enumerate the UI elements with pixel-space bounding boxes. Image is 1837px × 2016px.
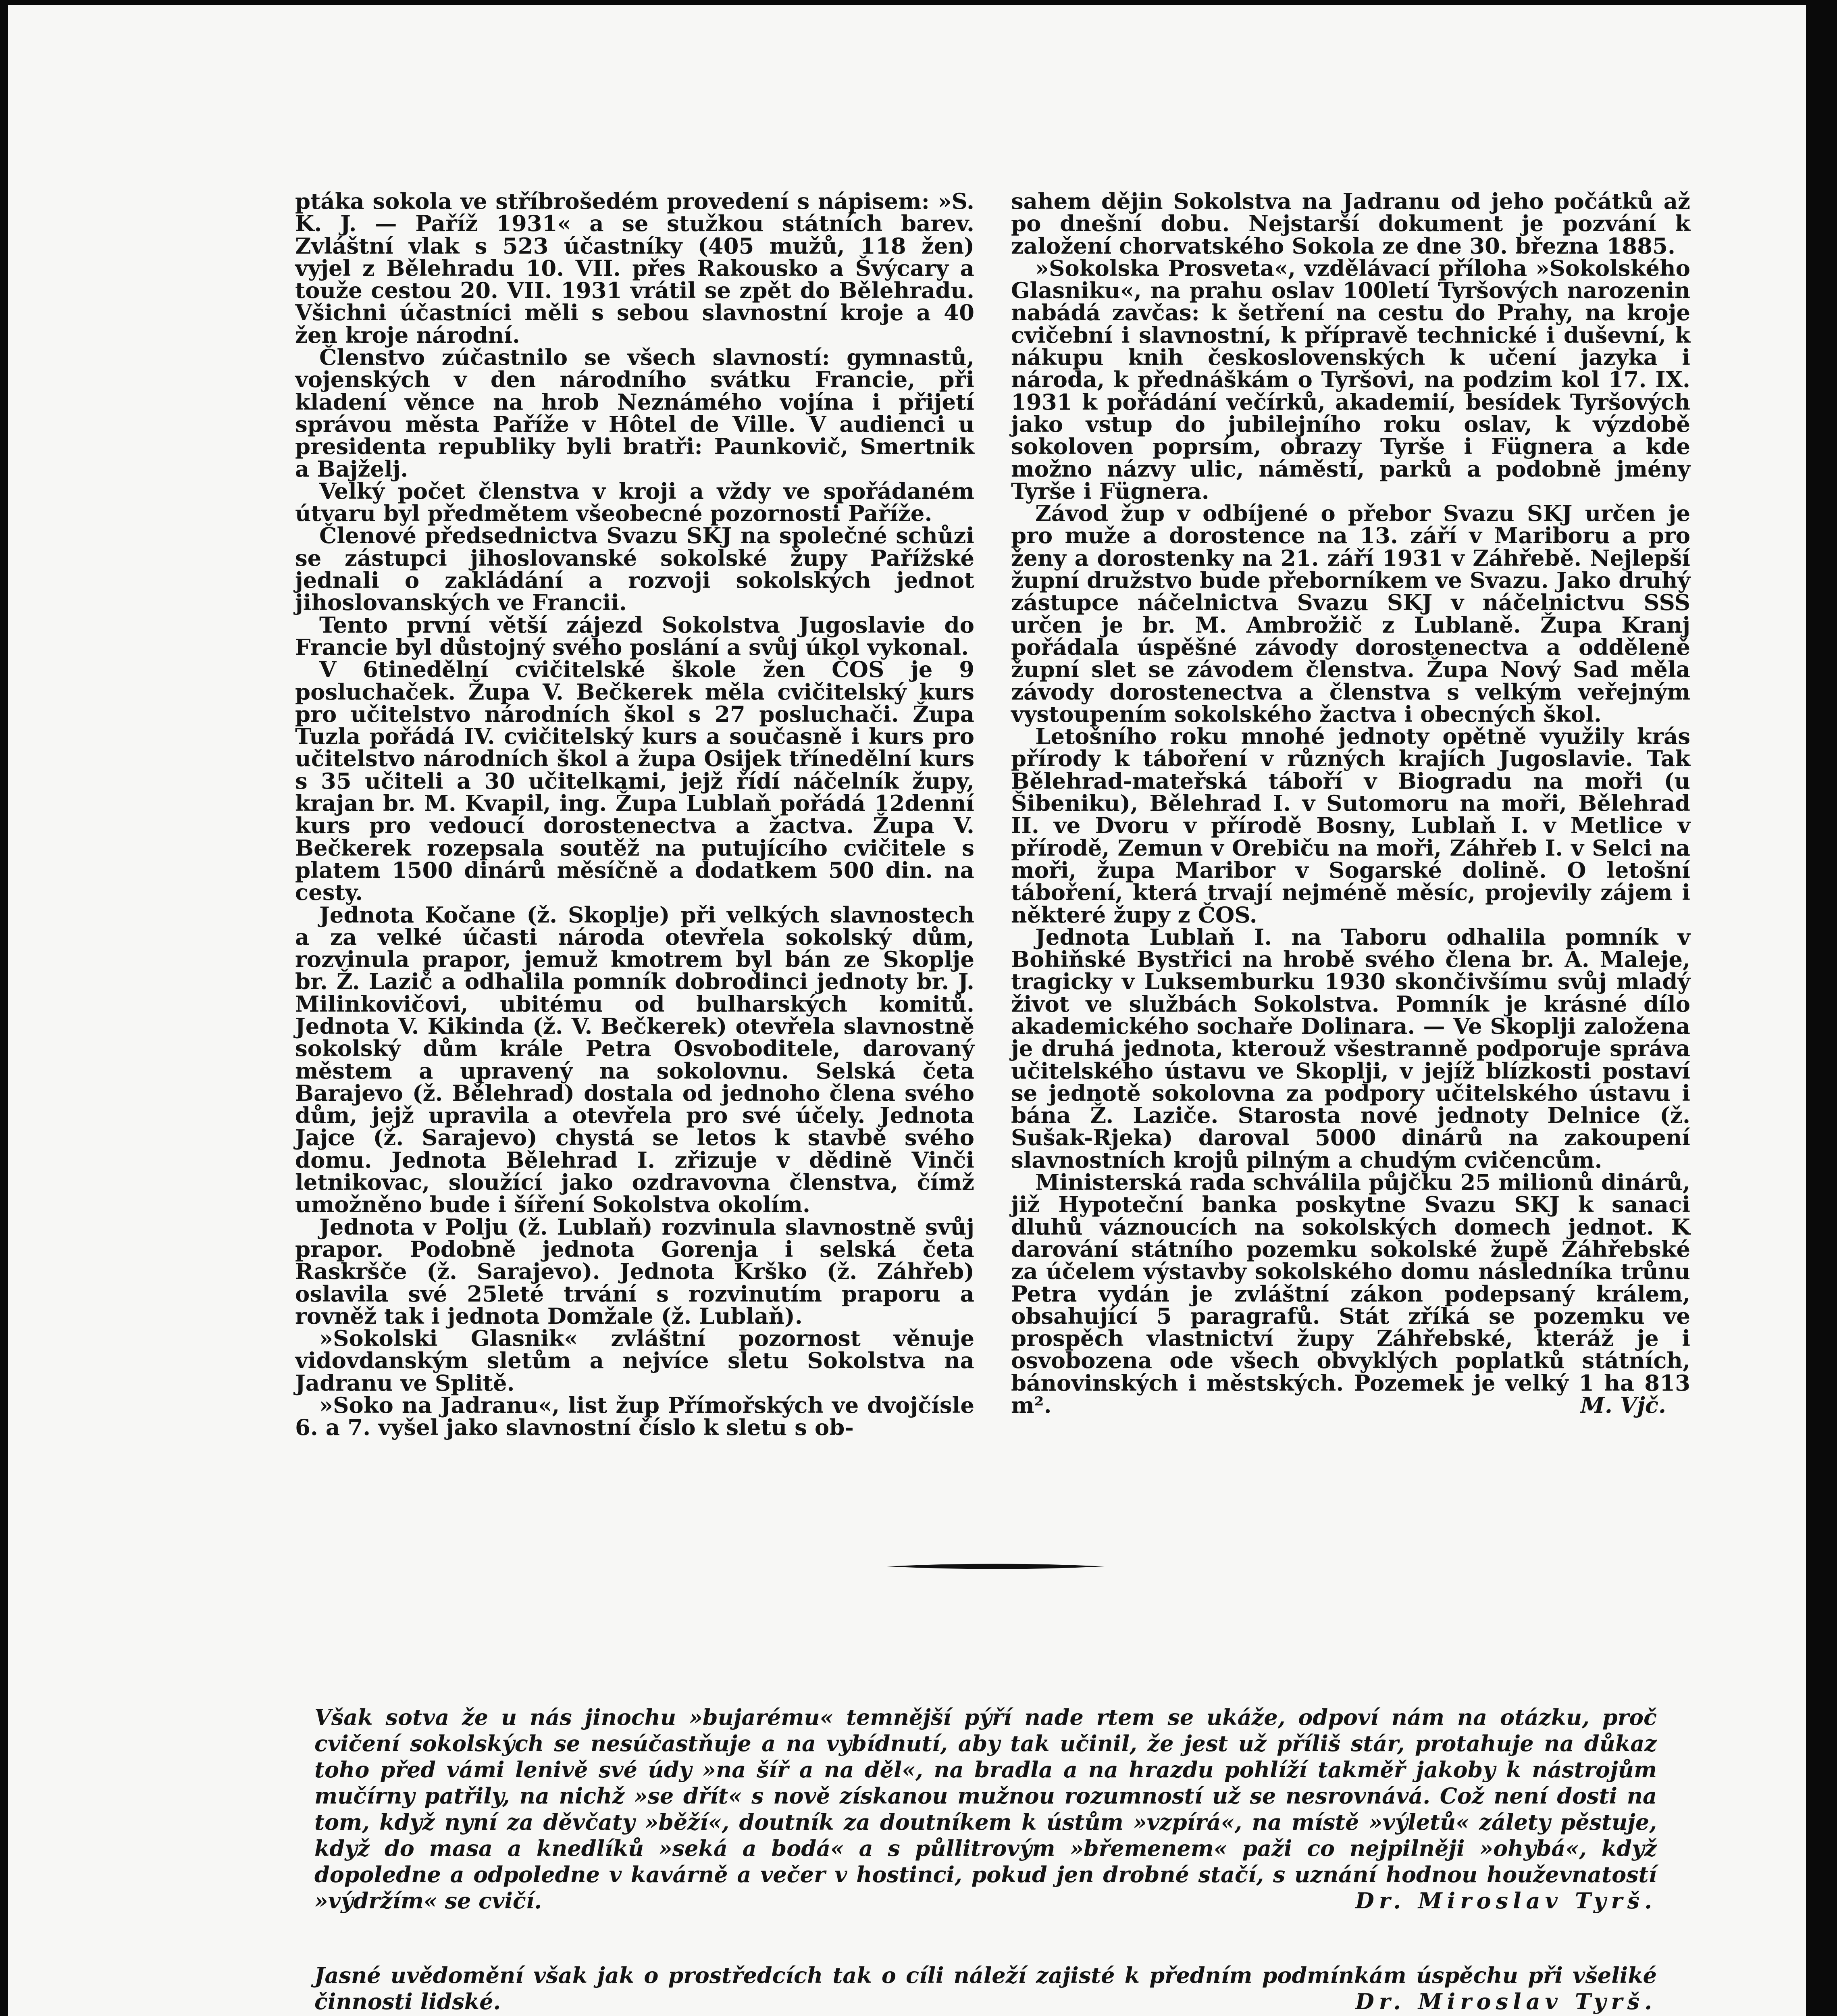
paragraph: Letošního roku mnohé jednoty opětně využily krás přírody k táboření v různých krajích Jugoslavie. Tak Bělehrad-mateřská táboří v Biogradu na moři (u Šibeniku), Bělehrad I. v Sutomoru na moři, Bělehrad II. ve Dvoru v přírodě Bosny, Lublaň I. v Metlice v přírodě, Zemun v Orebiču na moři, Záhřeb I. v Selci na moři, župa Maribor v Sogarské dolině. O letošní táboření, která trvají nejméně měsíc, projevily zájem i některé župy z ČOS. bbox=[1011, 723, 1690, 928]
paragraph: Jednota Lublaň I. na Taboru odhalila pomník v Bohiňské Bystřici na hrobě svého člena br. A. Maleje, tragicky v Luksemburku 1930 skončivšímu svůj mladý život ve službách Sokolstva. Pomník je krásné dílo akademického sochaře Dolinara. — Ve Skoplji založena je druhá jednota, kterouž všestranně podporuje správa učitelského ústavu ve Skoplji, v jejíž blízkosti postaví se jednotě sokolovna za podpory učitelského ústavu i bána Ž. Laziče. Starosta nové jednoty Delnice (ž. Sušak-Rjeka) daroval 5000 dinárů na zakoupení slavnostních krojů pilným a chudým cvičencům. bbox=[1011, 924, 1690, 1173]
paragraph: Velký počet členstva v kroji a vždy ve spořádaném útvaru byl předmětem všeobecné pozornosti Paříže. bbox=[295, 478, 974, 527]
quote-text: Však sotva že u nás jinochu »bujarému« temnější pýří nade rtem se ukáže, odpoví nám na otázku, proč cvičení sokolských se nesúčastňuje a na vybídnutí, aby tak učinil, že jest už příliš stár, protahuje na důkaz toho před vámi lenivě své údy »na šíř a na děl«, na bradla a na hrazdu pohlíží takměř jakoby k nástrojům mučírny patřily, na nichž »se dřít« s nově získanou mužnou rozumností už se nesrovnává. Což není dosti na tom, když nyní za děvčaty »běží«, doutník za doutníkem k ústům »vzpírá«, na místě »výletů« zálety pěstuje, když do masa a knedlíků »seká a bodá« a s půllitrovým »břemenem« paži co nejpilněji »ohybá«, když dopoledne a odpoledne v kavárně a večer v hostinci, pokud jen drobné stačí, s uznání hodnou houževnatostí »výdržím« se cvičí. bbox=[314, 1704, 1657, 1914]
paragraph: »Sokolska Prosveta«, vzdělávací příloha »Sokolského Glasniku«, na prahu oslav 100letí Tyršových narozenin nabádá zavčas: k šetření na cestu do Prahy, na kroje cvičební i slavnostní, k přípravě technické i duševní, k nákupu knih československých k učení jazyka i národa, k přednáškám o Tyršovi, na podzim kol 17. IX. 1931 k pořádání večírků, akademií, besídek Tyršových jako vstup do jubilejního roku oslav, k výzdobě sokoloven poprsím, obrazy Tyrše i Fügnera a kde možno názvy ulic, náměstí, parků a podobně jmény Tyrše i Fügnera. bbox=[1011, 255, 1690, 504]
paragraph: ptáka sokola ve stříbrošedém provedení s nápisem: »S. K. J. — Paříž 1931« a se stužkou státních barev. Zvláštní vlak s 523 účastníky (405 mužů, 118 žen) vyjel z Bělehradu 10. VII. přes Rakousko a Švýcary a touže cestou 20. VII. 1931 vrátil se zpět do Bělehradu. Všichni účastníci měli s sebou slavnostní kroje a 40 žen kroje národní. bbox=[295, 188, 974, 348]
tyrs-quote-1 bbox=[314, 1704, 1657, 1914]
paragraph: »Soko na Jadranu«, list žup Přímořských ve dvojčísle 6. a 7. vyšel jako slavnostní číslo k sletu s ob- bbox=[295, 1392, 974, 1441]
paragraph: Členstvo zúčastnilo se všech slavností: gymnastů, vojenských v den národního svátku Francie, při kladení věnce na hrob Neznámého vojína i přijetí správou města Paříže v Hôtel de Ville. V audienci u presidenta republiky byli bratři: Paunkovič, Smertnik a Bajželj. bbox=[295, 344, 974, 482]
paragraph: Členové předsednictva Svazu SKJ na společné schůzi se zástupci jihoslovanské sokolské župy Pařížské jednali o zakládání a rozvoji sokolských jednot jihoslovanských ve Francii. bbox=[295, 523, 974, 616]
quote-author: Dr. Miroslav Tyrš. bbox=[1355, 1888, 1657, 1914]
quote-author: Dr. Miroslav Tyrš. bbox=[1355, 1989, 1657, 2014]
paragraph: Jednota v Polju (ž. Lublaň) rozvinula slavnostně svůj prapor. Podobně jednota Gorenja i selská četa Raskršče (ž. Sarajevo). Jednota Krško (ž. Záhřeb) oslavila své 25leté trvání s rozvinutím praporu a rovněž tak i jednota Domžale (ž. Lublaň). bbox=[295, 1214, 974, 1329]
article-column-left bbox=[295, 190, 974, 1439]
document-page bbox=[8, 5, 1806, 2016]
quote-text: Jasné uvědomění však jak o prostředcích tak o cíli náleží zajisté k předním podmínkám úspěchu při všeliké činnosti lidské. bbox=[314, 1962, 1657, 2014]
paragraph: Tento první větší zájezd Sokolstva Jugoslavie do Francie byl důstojný svého poslání a svůj úkol vykonal. bbox=[295, 612, 974, 660]
paragraph: Jednota Kočane (ž. Skoplje) při velkých slavnostech a za velké účasti národa otevřela sokolský dům, rozvinula prapor, jemuž kmotrem byl bán ze Skoplje br. Ž. Lazič a odhalila pomník dobrodinci jednoty br. J. Milinkovičovi, ubitému od bulharských komitů. Jednota V. Kikinda (ž. V. Bečkerek) otevřela slavnostně sokolský dům krále Petra Osvoboditele, darovaný městem a upravený na sokolovnu. Selská četa Barajevo (ž. Bělehrad) dostala od jednoho člena svého dům, jejž upravila a otevřela pro své účely. Jednota Jajce (ž. Sarajevo) chystá se letos k stavbě svého domu. Jednota Bělehrad I. zřizuje v dědině Vinči letnikovac, sloužící jako ozdravovna členstva, čímž umožněno bude i šíření Sokolstva okolím. bbox=[295, 902, 974, 1218]
paragraph: »Sokolski Glasnik« zvláštní pozornost věnuje vidovdanským sletům a nejvíce sletu Sokolstva na Jadranu ve Splitě. bbox=[295, 1325, 974, 1396]
paragraph: M. Vjč. bbox=[1580, 1392, 1666, 1418]
section-divider bbox=[887, 1562, 1105, 1571]
article-column-right bbox=[1011, 190, 1690, 1417]
paragraph: Ministerská rada schválila půjčku 25 milionů dinárů, již Hypoteční banka poskytne Svazu SKJ k sanaci dluhů váznoucích na sokolských domech jednot. K darování státního pozemku sokolské župě Záhřebské za účelem výstavby sokolského domu následníka trůnu Petra vydán je zvláštní zákon podepsaný králem, obsahující 5 paragrafů. Stát zříká se pozemku ve prospěch vlastnictví župy Záhřebské, kteráž je i osvobozena ode všech obvyklých poplatků státních, bánovinských i městských. Pozemek je velký 1 ha 813 m². bbox=[1011, 1169, 1690, 1418]
tyrs-quote-2 bbox=[314, 1962, 1657, 2015]
paragraph: V 6tinedělní cvičitelské škole žen ČOS je 9 posluchaček. Župa V. Bečkerek měla cvičitelský kurs pro učitelstvo národních škol s 27 posluchači. Župa Tuzla pořádá IV. cvičitelský kurs a současně i kurs pro učitelstvo národních škol a župa Osijek třínedělní kurs s 35 učiteli a 30 učitelkami, jejž řídí náčelník župy, krajan br. M. Kvapil, ing. Župa Lublaň pořádá 12denní kurs pro vedoucí dorostenectva a žactva. Župa V. Bečkerek rozepsala soutěž na putujícího cvičitele s platem 1500 dinárů měsíčně a dodatkem 500 din. na cesty. bbox=[295, 656, 974, 906]
paragraph: Závod žup v odbíjené o přebor Svazu SKJ určen je pro muže a dorostence na 13. září v Mariboru a pro ženy a dorostenky na 21. září 1931 v Záhřebě. Nejlepší župní družstvo bude přeborníkem ve Svazu. Jako druhý zástupce náčelnictva Svazu SKJ v náčelnictvu SSS určen je br. M. Ambrožič z Lublaně. Župa Kranj pořádala úspěšné závody dorostenectva a odděleně župní slet se závodem členstva. Župa Nový Sad měla závody dorostenectva a členstva s velkým veřejným vystoupením sokolského žactva i obecných škol. bbox=[1011, 500, 1690, 727]
paragraph: sahem dějin Sokolstva na Jadranu od jeho počátků až po dnešní dobu. Nejstarší dokument je pozvání k založení chorvatského Sokola ze dne 30. března 1885. bbox=[1011, 188, 1690, 259]
